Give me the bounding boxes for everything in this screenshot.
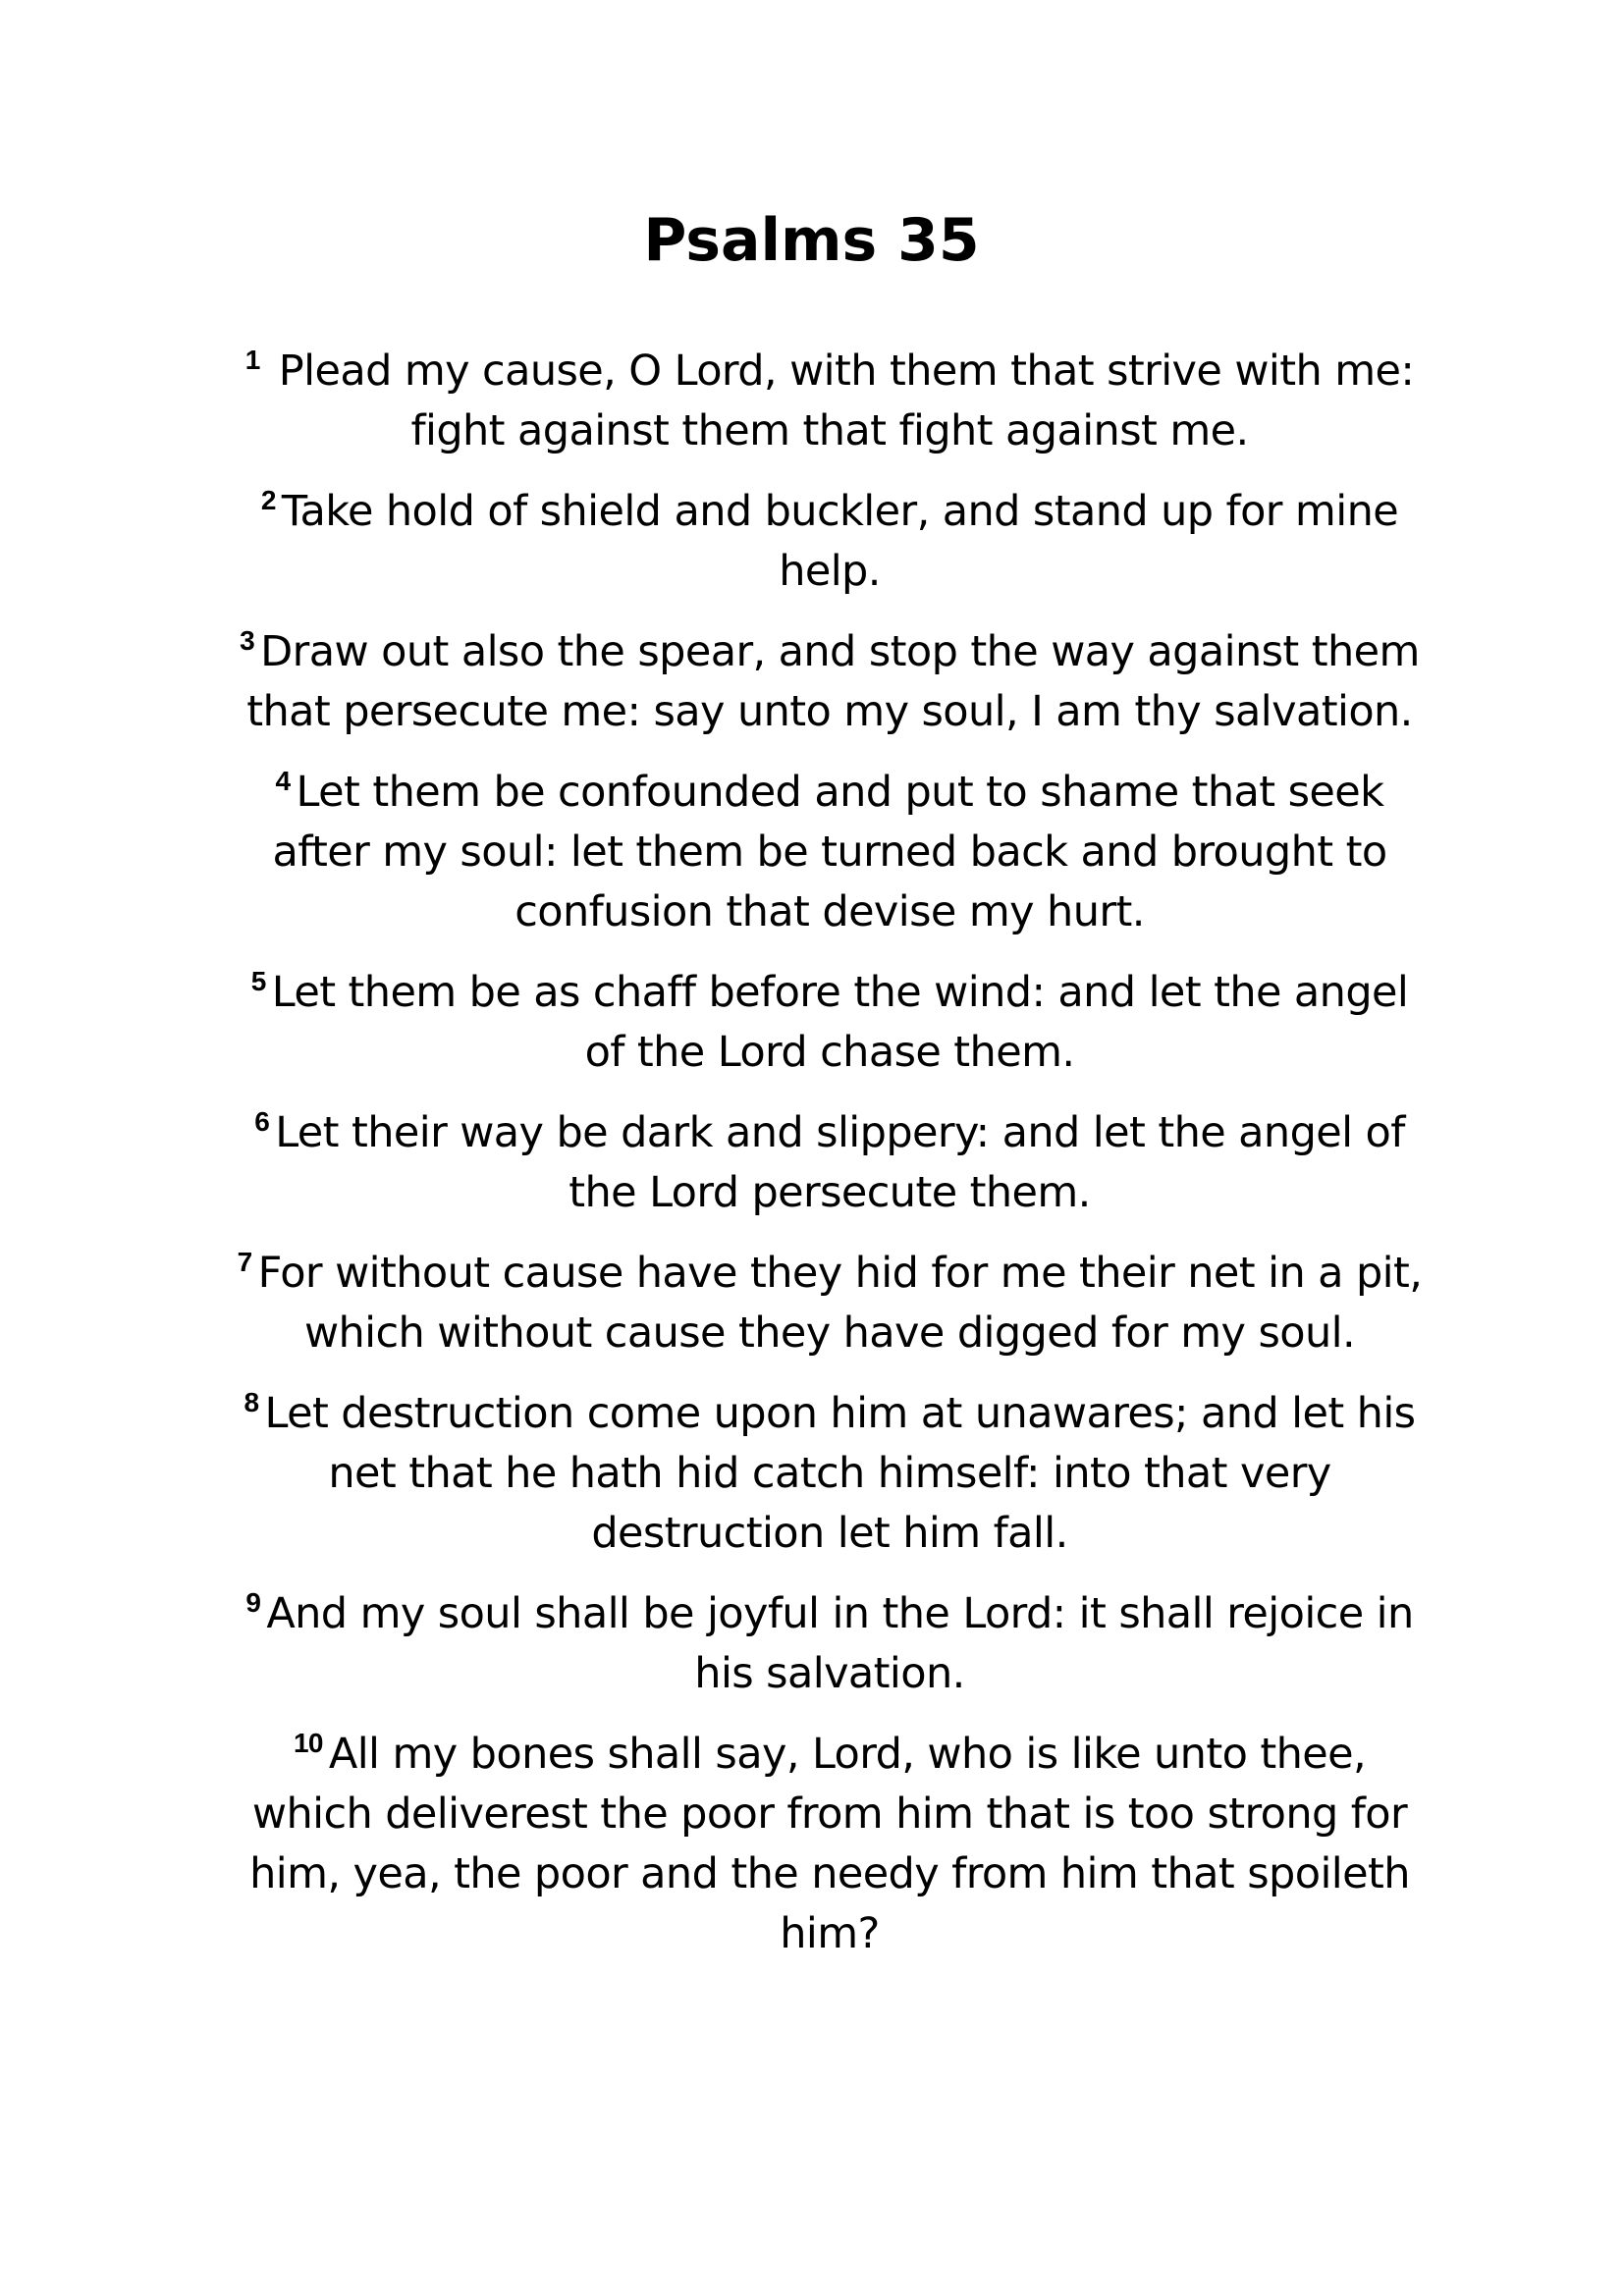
page-title: Psalms 35: [643, 206, 980, 275]
verse-number: 5: [250, 966, 266, 996]
verse-text: And my soul shall be joyful in the Lord: it shall rejoice in his salvation.: [266, 1589, 1414, 1698]
verse-10: [236, 1725, 1424, 1964]
verse-number: 3: [240, 625, 255, 656]
verse-list: [236, 342, 1424, 1985]
verse-text: Let destruction come upon him at unawares; and let his net that he hath hid catch himself: into that very destruction let him fall.: [264, 1389, 1416, 1558]
verse-number: 4: [275, 766, 291, 796]
verse-number: 9: [245, 1587, 261, 1618]
verse-text: Let them be as chaff before the wind: and let the angel of the Lord chase them.: [271, 968, 1409, 1077]
verse-number: 8: [243, 1387, 259, 1417]
verse-1: [236, 342, 1424, 461]
verse-3: [236, 622, 1424, 742]
verse-4: [236, 763, 1424, 942]
verse-text: Draw out also the spear, and stop the way against them that persecute me: say unto my soul, I am thy salvation.: [246, 627, 1420, 736]
verse-number: 7: [237, 1247, 252, 1277]
verse-7: [236, 1244, 1424, 1363]
verse-number: 6: [254, 1106, 270, 1137]
verse-8: [236, 1384, 1424, 1564]
verse-2: [236, 482, 1424, 602]
verse-text: Take hold of shield and buckler, and stand up for mine help.: [281, 487, 1399, 596]
verse-number: 1: [244, 345, 260, 375]
verse-number: 10: [293, 1728, 323, 1758]
verse-9: [236, 1584, 1424, 1704]
verse-5: [236, 963, 1424, 1083]
verse-text: For without cause have they hid for me their net in a pit, which without cause they have digged for my soul.: [257, 1249, 1423, 1358]
verse-text: All my bones shall say, Lord, who is like unto thee, which deliverest the poor from him that is too strong for him, yea, the poor and the needy from him that spoileth him?: [249, 1730, 1410, 1958]
verse-number: 2: [260, 485, 276, 515]
verse-text: Let their way be dark and slippery: and let the angel of the Lord persecute them.: [275, 1108, 1405, 1217]
verse-text: Plead my cause, O Lord, with them that strive with me: fight against them that fight against me.: [278, 347, 1415, 455]
verse-6: [236, 1103, 1424, 1223]
verse-text: Let them be confounded and put to shame that seek after my soul: let them be turned back and brought to confusion that devise my hurt.: [272, 768, 1387, 936]
